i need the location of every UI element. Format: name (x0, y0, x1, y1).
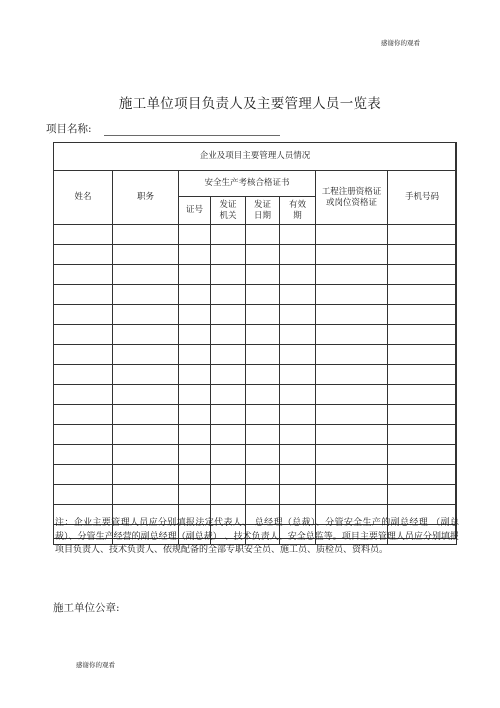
table-cell[interactable] (54, 305, 113, 325)
table-cell[interactable] (388, 485, 457, 505)
table-cell[interactable] (211, 225, 246, 245)
table-cell[interactable] (113, 325, 179, 345)
table-cell[interactable] (280, 445, 316, 465)
table-row (54, 425, 457, 445)
col-header-issue-date: 发证日期 (246, 197, 280, 225)
table-cell[interactable] (388, 345, 457, 365)
table-cell[interactable] (113, 485, 179, 505)
table-cell[interactable] (179, 285, 211, 305)
table-row (54, 405, 457, 425)
table-cell[interactable] (388, 285, 457, 305)
table-cell[interactable] (179, 405, 211, 425)
table-cell[interactable] (54, 405, 113, 425)
table-cell[interactable] (388, 425, 457, 445)
table-cell[interactable] (54, 465, 113, 485)
table-cell[interactable] (179, 225, 211, 245)
table-cell[interactable] (316, 285, 388, 305)
footer-note: 感谢你的观看 (76, 661, 115, 669)
table-cell[interactable] (179, 325, 211, 345)
table-cell[interactable] (246, 365, 280, 385)
table-cell[interactable] (54, 425, 113, 445)
table-cell[interactable] (388, 405, 457, 425)
table-cell[interactable] (388, 465, 457, 485)
table-section-header: 企业及项目主要管理人员情况 (54, 143, 457, 171)
table-row (54, 245, 457, 265)
table-cell[interactable] (388, 245, 457, 265)
table-cell[interactable] (280, 365, 316, 385)
table-cell[interactable] (246, 445, 280, 465)
document-title: 施工单位项目负责人及主要管理人员一览表 (118, 96, 382, 112)
table-cell[interactable] (211, 265, 246, 285)
table-cell[interactable] (246, 405, 280, 425)
table-cell[interactable] (179, 365, 211, 385)
col-header-name: 姓名 (54, 171, 113, 225)
table-cell[interactable] (211, 405, 246, 425)
table-row (54, 385, 457, 405)
table-cell[interactable] (179, 305, 211, 325)
table-cell[interactable] (388, 305, 457, 325)
table-cell[interactable] (280, 345, 316, 365)
table-cell[interactable] (388, 265, 457, 285)
col-header-phone: 手机号码 (388, 171, 457, 225)
table-cell[interactable] (211, 465, 246, 485)
table-cell[interactable] (54, 245, 113, 265)
table-row (54, 225, 457, 245)
table-cell[interactable] (113, 265, 179, 285)
table-cell[interactable] (316, 225, 388, 245)
project-name-field[interactable] (104, 125, 280, 136)
table-cell[interactable] (211, 285, 246, 305)
table-cell[interactable] (280, 225, 316, 245)
project-name-label: 项目名称: (46, 123, 92, 135)
table-cell[interactable] (211, 385, 246, 405)
table-cell[interactable] (179, 425, 211, 445)
table-cell[interactable] (316, 345, 388, 365)
table-cell[interactable] (179, 445, 211, 465)
table-row (54, 265, 457, 285)
table-row (54, 325, 457, 345)
table-cell[interactable] (54, 265, 113, 285)
table-cell[interactable] (280, 285, 316, 305)
table-cell[interactable] (113, 225, 179, 245)
table-cell[interactable] (280, 405, 316, 425)
table-cell[interactable] (316, 465, 388, 485)
table-cell[interactable] (316, 405, 388, 425)
table-cell[interactable] (246, 225, 280, 245)
header-note: 感谢你的观看 (381, 39, 420, 47)
table-row (54, 305, 457, 325)
table-row (54, 345, 457, 365)
table-cell[interactable] (54, 385, 113, 405)
table-cell[interactable] (211, 325, 246, 345)
table-header-row-1 (54, 171, 457, 197)
table-cell[interactable] (211, 305, 246, 325)
table-cell[interactable] (113, 245, 179, 265)
table-cell[interactable] (316, 425, 388, 445)
staff-table (53, 142, 457, 545)
table-cell[interactable] (388, 225, 457, 245)
table-cell[interactable] (316, 245, 388, 265)
table-cell[interactable] (113, 445, 179, 465)
table-cell[interactable] (211, 365, 246, 385)
table-cell[interactable] (113, 385, 179, 405)
table-cell[interactable] (246, 485, 280, 505)
table-cell[interactable] (179, 385, 211, 405)
table-cell[interactable] (211, 445, 246, 465)
table-cell[interactable] (113, 365, 179, 385)
table-cell[interactable] (246, 305, 280, 325)
table-cell[interactable] (388, 365, 457, 385)
table-cell[interactable] (54, 345, 113, 365)
table-cell[interactable] (211, 485, 246, 505)
table-row (54, 445, 457, 465)
table-row (54, 465, 457, 485)
col-header-safety-cert: 安全生产考核合格证书 (179, 171, 316, 197)
table-cell[interactable] (246, 265, 280, 285)
table-cell[interactable] (179, 485, 211, 505)
table-cell[interactable] (316, 365, 388, 385)
table-cell[interactable] (211, 345, 246, 365)
table-cell[interactable] (280, 485, 316, 505)
table-cell[interactable] (211, 425, 246, 445)
table-cell[interactable] (246, 425, 280, 445)
table-cell[interactable] (113, 425, 179, 445)
table-cell[interactable] (211, 245, 246, 265)
col-header-issuing-authority: 发证机关 (211, 197, 246, 225)
table-cell[interactable] (316, 485, 388, 505)
table-cell[interactable] (280, 465, 316, 485)
table-cell[interactable] (113, 305, 179, 325)
table-cell[interactable] (246, 245, 280, 265)
table-cell[interactable] (388, 445, 457, 465)
table-cell[interactable] (113, 345, 179, 365)
table-cell[interactable] (54, 485, 113, 505)
table-cell[interactable] (246, 285, 280, 305)
table-cell[interactable] (113, 405, 179, 425)
table-cell[interactable] (179, 245, 211, 265)
table-cell[interactable] (179, 345, 211, 365)
table-cell[interactable] (54, 285, 113, 305)
table-cell[interactable] (316, 305, 388, 325)
table-cell[interactable] (113, 465, 179, 485)
table-cell[interactable] (179, 465, 211, 485)
table-cell[interactable] (54, 365, 113, 385)
table-cell[interactable] (388, 325, 457, 345)
table-cell[interactable] (388, 385, 457, 405)
table-cell[interactable] (316, 265, 388, 285)
table-cell[interactable] (316, 445, 388, 465)
table-cell[interactable] (316, 325, 388, 345)
table-row (54, 285, 457, 305)
table-cell[interactable] (316, 385, 388, 405)
project-name-row (46, 121, 280, 136)
table-cell[interactable] (280, 385, 316, 405)
table-cell[interactable] (246, 385, 280, 405)
table-cell[interactable] (280, 305, 316, 325)
seal-label: 施工单位公章: (53, 602, 120, 614)
table-note: 注：企业主要管理人员应分别填报法定代表人、 总经理（总裁）、分管安全生产的副总经理 （副总裁）、分管生产经营的副总经理（副总裁） 、技术负责人、安全总监等。项目主要管理人员应分别填报项目负责人、技术负责人、依规配备的全部专职安全员、施工员、质检员、资料员。 (55, 518, 459, 555)
staff-table-box (53, 142, 456, 539)
table-row (54, 365, 457, 385)
col-header-validity: 有效期 (280, 197, 316, 225)
table-row (54, 485, 457, 505)
table-cell[interactable] (246, 325, 280, 345)
table-cell[interactable] (113, 285, 179, 305)
table-section-header-row (54, 143, 457, 171)
table-cell[interactable] (54, 325, 113, 345)
table-cell[interactable] (280, 245, 316, 265)
table-cell[interactable] (246, 345, 280, 365)
col-header-position: 职务 (113, 171, 179, 225)
col-header-qualification: 工程注册资格证或岗位资格证 (316, 171, 388, 225)
table-cell[interactable] (54, 225, 113, 245)
table-cell[interactable] (280, 425, 316, 445)
table-cell[interactable] (54, 445, 113, 465)
table-cell[interactable] (179, 265, 211, 285)
col-header-cert-no: 证号 (179, 197, 211, 225)
table-cell[interactable] (246, 465, 280, 485)
table-cell[interactable] (280, 265, 316, 285)
table-cell[interactable] (280, 325, 316, 345)
